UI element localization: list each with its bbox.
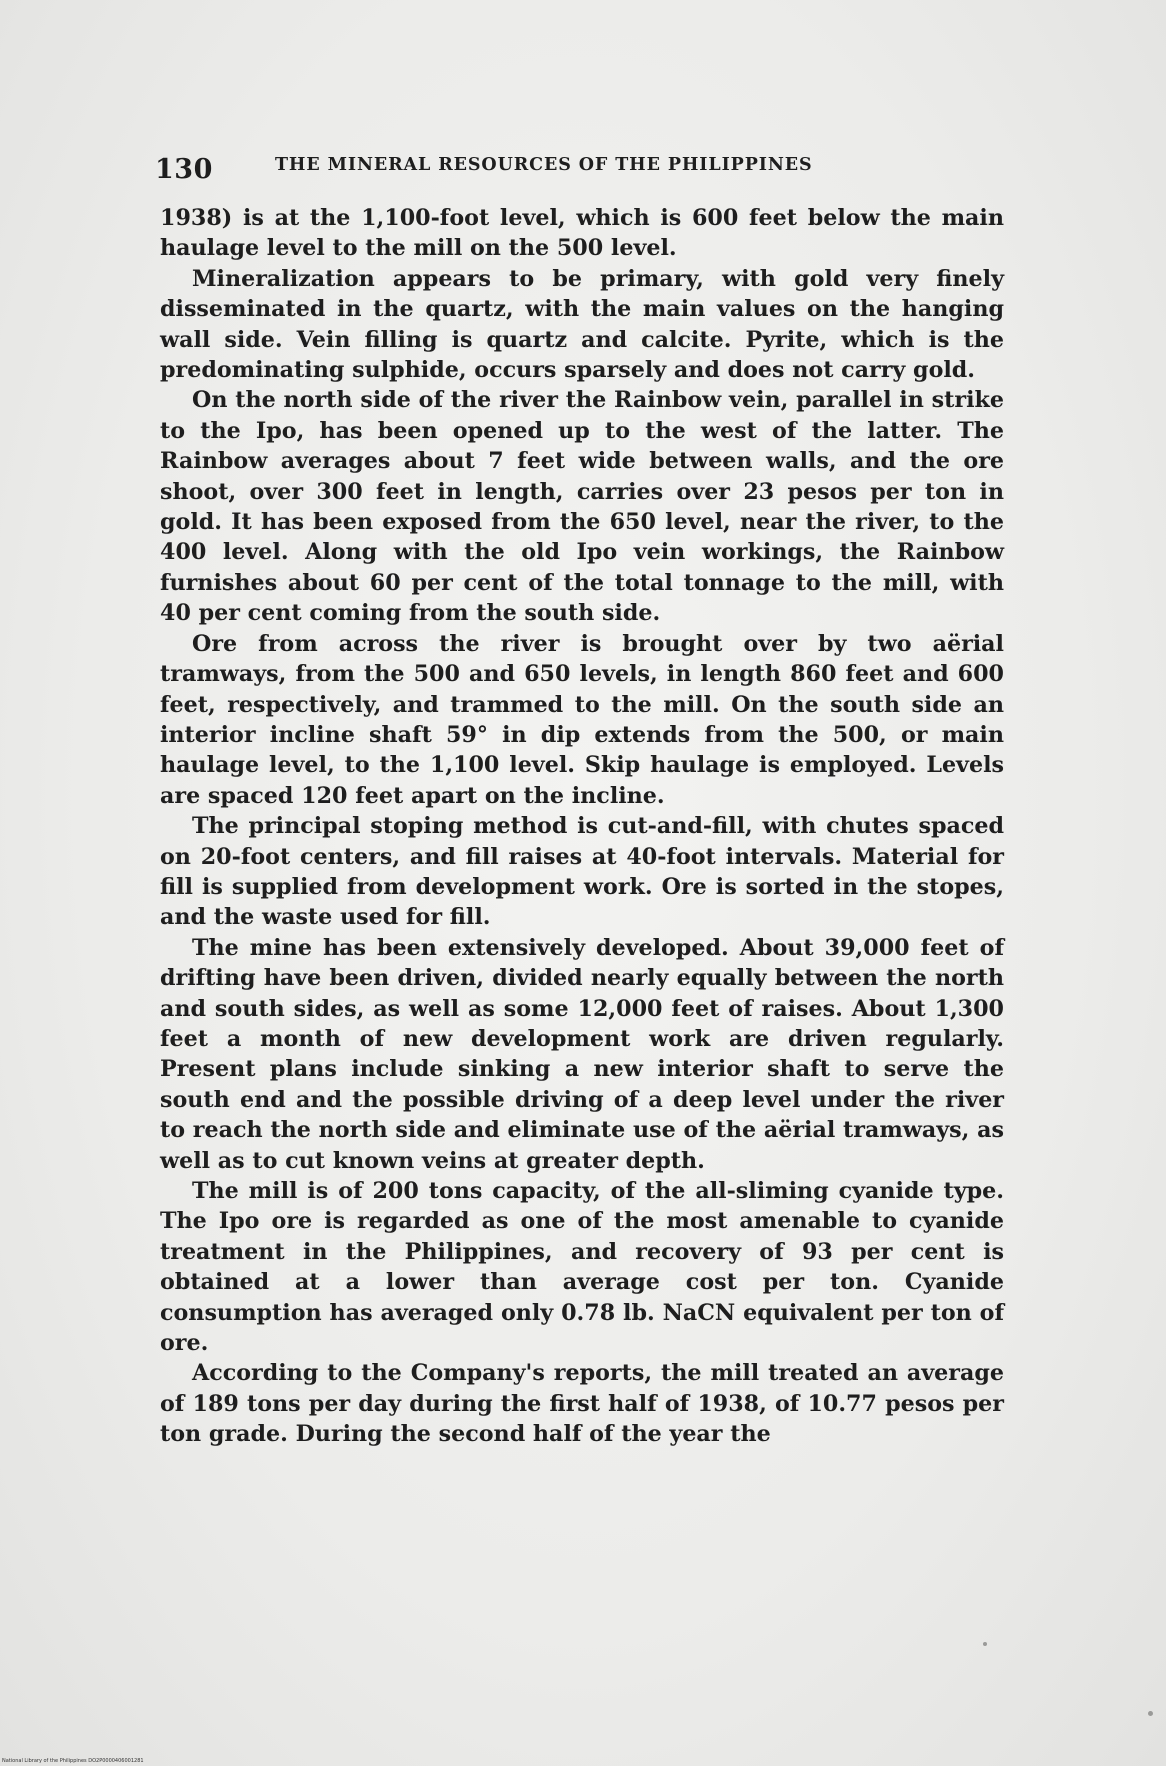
page-number: 130 xyxy=(155,154,213,185)
scan-speck xyxy=(1148,1711,1153,1716)
paragraph-tramways: Ore from across the river is brought over by two aërial tramways, from the 500 and 650 levels, in length 860 feet and 600 feet, respectively, and trammed to the mill. On the south side an interior incline shaft 59° in dip extends from the 500, or main haulage level, to the 1,100 level. Skip haulage is employed. Levels are spaced 120 feet apart on the incline. xyxy=(160,630,1004,809)
body-text xyxy=(160,203,1004,1450)
paragraph-company-reports: According to the Company's reports, the mill treated an average of 189 tons per day during the first half of 1938, of 10.77 pesos per ton grade. During the second half of the year the xyxy=(160,1360,1004,1448)
paragraph-rainbow-vein: On the north side of the river the Rainbow vein, parallel in strike to the Ipo, has been opened up to the west of the latter. The Rainbow averages about 7 feet wide between walls, and the ore shoot, over 300 feet in length, carries over 23 pesos per ton in gold. It has been exposed from the 650 level, near the river, to the 400 level. Along with the old Ipo vein workings, the Rainbow furnishes about 60 per cent of the total tonnage to the mill, with 40 per cent coming from the south side. xyxy=(160,387,1004,627)
paragraph-mineralization: Mineralization appears to be primary, with gold very finely disseminated in the quartz, with the main values on the hanging wall side. Vein filling is quartz and calcite. Pyrite, which is the predominating sulphide, occurs sparsely and does not carry gold. xyxy=(160,265,1004,384)
paragraph-stoping-method: The principal stoping method is cut-and-fill, with chutes spaced on 20-foot centers, and fill raises at 40-foot intervals. Material for fill is supplied from development work. Ore is sorted in the stopes, and the waste used for fill. xyxy=(160,813,1004,931)
paragraph-mill: The mill is of 200 tons capacity, of the all-sliming cyanide type. The Ipo ore is regarded as one of the most amenable to cyanide treatment in the Philippines, and recovery of 93 per cent is obtained at a lower than average cost per ton. Cyanide consumption has averaged only 0.78 lb. NaCN equivalent per ton of ore. xyxy=(160,1178,1004,1357)
paragraph-continued: 1938) is at the 1,100-foot level, which is 600 feet below the main haulage level to the mill on the 500 level. xyxy=(160,205,1004,262)
running-title: THE MINERAL RESOURCES OF THE PHILIPPINES xyxy=(275,155,813,175)
page-header xyxy=(155,150,915,190)
scan-speck xyxy=(983,1642,987,1646)
library-credit: National Library of the Philippines DO2P0000406001281 xyxy=(2,1758,144,1764)
paragraph-development: The mine has been extensively developed. About 39,000 feet of drifting have been driven, divided nearly equally between the north and south sides, as well as some 12,000 feet of raises. About 1,300 feet a month of new development work are driven regularly. Present plans include sinking a new interior shaft to serve the south end and the possible driving of a deep level under the river to reach the north side and eliminate use of the aërial tramways, as well as to cut known veins at greater depth. xyxy=(160,934,1004,1174)
